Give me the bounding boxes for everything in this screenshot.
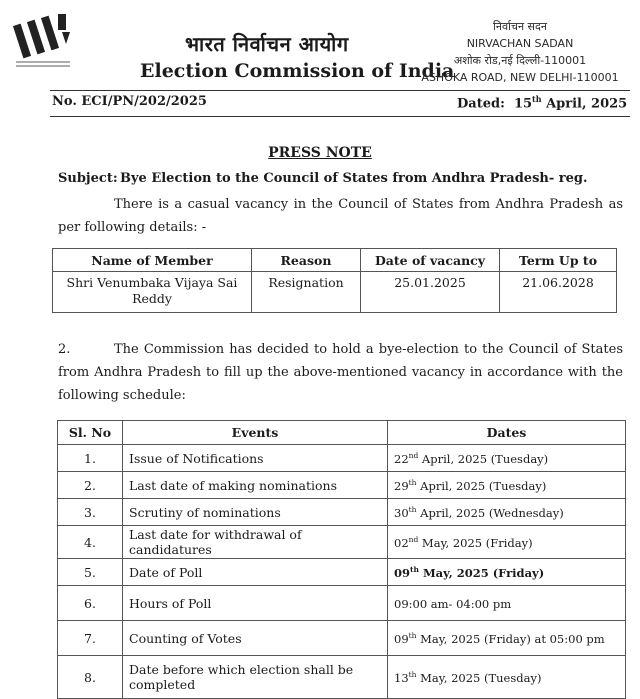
schedule-table <box>57 420 626 699</box>
sl-cell: 5. <box>58 559 123 586</box>
table-header: Term Up to <box>500 249 617 272</box>
ref-divider <box>50 116 630 117</box>
paragraph-number: 2. <box>58 342 71 357</box>
table-cell: Resignation <box>252 272 361 313</box>
dated-rest: April, 2025 <box>546 96 628 112</box>
date-day: 09 <box>394 631 409 646</box>
date-sup: th <box>408 669 417 679</box>
sl-cell: 3. <box>58 499 123 526</box>
press-note-heading: PRESS NOTE <box>268 145 372 161</box>
header-divider <box>50 90 630 91</box>
date-rest: May, 2025 (Friday) at 05:00 pm <box>416 631 605 646</box>
date-line <box>457 94 627 111</box>
sl-cell: 7. <box>58 621 123 656</box>
date-rest: May, 2025 (Tuesday) <box>416 670 542 685</box>
table-cell: 21.06.2028 <box>500 272 617 313</box>
address-line: निर्वाचन सदन <box>493 20 547 33</box>
date-cell <box>388 586 626 621</box>
table-header: Sl. No <box>58 421 123 445</box>
table-row <box>58 586 626 621</box>
eci-logo-icon <box>12 10 76 72</box>
subject-line <box>58 171 588 186</box>
dated-day: 15 <box>513 96 533 112</box>
table-cell: Shri Venumbaka Vijaya Sai Reddy <box>53 272 252 313</box>
date-rest: April, 2025 (Wednesday) <box>416 505 564 520</box>
table-row <box>58 445 626 472</box>
paragraph-text: The Commission has decided to hold a bye-election to the Council of States from Andhra Pradesh to fill up the above-mentioned vacancy in accordance with the following schedule: <box>58 342 623 403</box>
table-row <box>58 472 626 499</box>
date-sup: th <box>408 504 417 514</box>
date-day: 22 <box>394 451 409 466</box>
event-cell: Counting of Votes <box>123 621 388 656</box>
date-rest: April, 2025 (Tuesday) <box>416 478 547 493</box>
event-cell: Date of Poll <box>123 559 388 586</box>
date-cell <box>388 499 626 526</box>
dated-label: Dated: <box>457 96 505 112</box>
date-rest: May, 2025 (Friday) <box>418 565 545 580</box>
subject-label: Subject: <box>58 171 118 186</box>
date-sup: th <box>408 477 417 487</box>
date-cell <box>388 621 626 656</box>
paragraph-1: There is a casual vacancy in the Council of States from Andhra Pradesh as per following details: - <box>58 197 623 235</box>
date-rest: April, 2025 (Tuesday) <box>418 451 549 466</box>
sl-cell: 4. <box>58 526 123 559</box>
date-sup: th <box>410 564 419 574</box>
event-cell: Date before which election shall be completed <box>123 656 388 699</box>
table-header: Reason <box>252 249 361 272</box>
date-cell <box>388 472 626 499</box>
event-cell: Scrutiny of nominations <box>123 499 388 526</box>
date-cell <box>388 526 626 559</box>
paragraph-2 <box>58 338 623 407</box>
table-header: Events <box>123 421 388 445</box>
date-cell <box>388 559 626 586</box>
address-line: ASHOKA ROAD, NEW DELHI-110001 <box>421 71 619 84</box>
date-day: 29 <box>394 478 409 493</box>
table-row <box>58 526 626 559</box>
table-row <box>58 559 626 586</box>
date-cell <box>388 656 626 699</box>
hindi-title: भारत निर्वाचन आयोग <box>185 32 349 56</box>
event-cell: Hours of Poll <box>123 586 388 621</box>
subject-text: Bye Election to the Council of States from Andhra Pradesh- reg. <box>120 171 588 186</box>
dated-sup: th <box>532 94 542 104</box>
date-day: 09 <box>394 565 411 580</box>
table-header-row <box>58 421 626 445</box>
table-cell: 25.01.2025 <box>361 272 500 313</box>
table-header: Dates <box>388 421 626 445</box>
event-cell: Last date for withdrawal of candidatures <box>123 526 388 559</box>
event-cell: Issue of Notifications <box>123 445 388 472</box>
table-header: Date of vacancy <box>361 249 500 272</box>
date-day: 02 <box>394 535 409 550</box>
table-row <box>58 499 626 526</box>
sl-cell: 8. <box>58 656 123 699</box>
date-sup: nd <box>408 450 419 460</box>
reference-number: No. ECI/PN/202/2025 <box>52 94 207 109</box>
date-sup: th <box>408 630 417 640</box>
date-cell <box>388 445 626 472</box>
address-line: अशोक रोड,नई दिल्ली-110001 <box>453 54 587 67</box>
address-block <box>420 18 620 86</box>
sl-cell: 1. <box>58 445 123 472</box>
date-day: 13 <box>394 670 409 685</box>
table-row <box>58 656 626 699</box>
address-line: NIRVACHAN SADAN <box>466 37 574 50</box>
table-row <box>53 272 617 313</box>
english-title: Election Commission of India <box>140 60 455 82</box>
sl-cell: 6. <box>58 586 123 621</box>
date-rest: May, 2025 (Friday) <box>418 535 533 550</box>
date-sup: nd <box>408 534 419 544</box>
event-cell: Last date of making nominations <box>123 472 388 499</box>
table-row <box>58 621 626 656</box>
table-header-row <box>53 249 617 272</box>
table-header: Name of Member <box>53 249 252 272</box>
date-day: 30 <box>394 505 409 520</box>
sl-cell: 2. <box>58 472 123 499</box>
vacancy-table <box>52 248 617 313</box>
date-day: 09:00 am- 04:00 pm <box>394 596 512 611</box>
